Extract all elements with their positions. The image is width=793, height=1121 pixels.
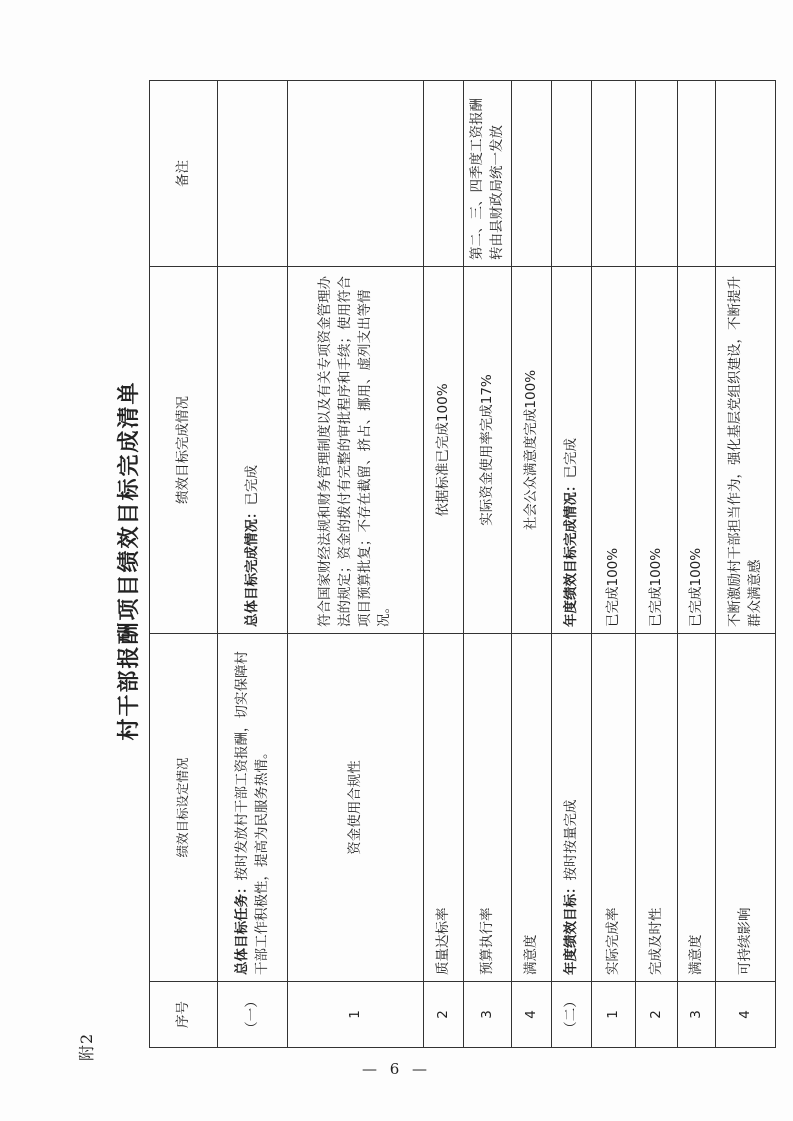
- row-target: 满意度: [678, 634, 716, 982]
- document-title: 村干部报酬项目绩效目标完成清单: [116, 380, 142, 741]
- row-remark: [512, 81, 552, 267]
- row-target: 可持续影响: [716, 634, 776, 982]
- section-completion-cell: [218, 267, 288, 634]
- header-completion: 绩效目标完成情况: [150, 267, 218, 634]
- row-remark: [716, 81, 776, 267]
- row-target: 质量达标率: [424, 634, 464, 982]
- row-completion: 依据标准已完成100%: [424, 267, 464, 634]
- row-target: 预算执行率: [464, 634, 512, 982]
- section-remark: [552, 81, 592, 267]
- section-row-annual: [552, 81, 592, 1048]
- section-remark: [218, 81, 288, 267]
- row-seq: 4: [512, 982, 552, 1048]
- row-seq: 3: [464, 982, 512, 1048]
- header-target: 绩效目标设定情况: [150, 634, 218, 982]
- header-remark: 备注: [150, 81, 218, 267]
- row-seq: 1: [288, 982, 424, 1048]
- section-seq: （一）: [218, 982, 288, 1048]
- row-completion: 已完成100%: [592, 267, 636, 634]
- section-completion-title: 年度绩效目标完成情况：: [562, 478, 579, 627]
- row-remark: [592, 81, 636, 267]
- table-row: [464, 81, 512, 1048]
- section-target-title: 总体目标任务：: [233, 880, 250, 975]
- row-target: 实际完成率: [592, 634, 636, 982]
- table-row: [592, 81, 636, 1048]
- section-target-cell: [552, 634, 592, 982]
- row-seq: 4: [716, 982, 776, 1048]
- row-completion: 不断激励村干部担当作为，强化基层党组织建设，不断提升群众满意感: [716, 267, 776, 634]
- row-remark: [678, 81, 716, 267]
- section-completion-title: 总体目标完成情况：: [243, 505, 260, 627]
- section-completion-cell: [552, 267, 592, 634]
- row-remark: [288, 81, 424, 267]
- row-completion: 已完成100%: [678, 267, 716, 634]
- section-seq: （二）: [552, 982, 592, 1048]
- table-row: [678, 81, 716, 1048]
- row-seq: 2: [636, 982, 678, 1048]
- row-target: 满意度: [512, 634, 552, 982]
- performance-table: [149, 80, 776, 1048]
- header-seq: 序号: [150, 982, 218, 1048]
- row-seq: 1: [592, 982, 636, 1048]
- annex-label: 附2: [77, 1032, 96, 1061]
- section-row-overall: [218, 81, 288, 1048]
- table-row: [512, 81, 552, 1048]
- section-completion-text: 已完成: [562, 438, 579, 479]
- table-row: [288, 81, 424, 1048]
- row-remark: 第二、三、四季度工资报酬转由县财政局统一发放: [464, 81, 512, 267]
- table-row: [636, 81, 678, 1048]
- row-seq: 2: [424, 982, 464, 1048]
- page-number: — 6 —: [361, 1060, 432, 1078]
- row-target: 完成及时性: [636, 634, 678, 982]
- section-completion-text: 已完成: [243, 465, 260, 506]
- row-seq: 3: [678, 982, 716, 1048]
- table-header-row: [150, 81, 218, 1048]
- row-remark: [424, 81, 464, 267]
- table-row: [716, 81, 776, 1048]
- section-target-text: 按时按量完成: [562, 799, 579, 881]
- row-completion: 已完成100%: [636, 267, 678, 634]
- row-completion: 实际资金使用率完成17%: [464, 267, 512, 634]
- row-remark: [636, 81, 678, 267]
- row-completion: 社会公众满意度完成100%: [512, 267, 552, 634]
- row-target: 资金使用合规性: [288, 634, 424, 982]
- section-target-title: 年度绩效目标：: [562, 880, 579, 975]
- row-completion: 符合国家财经法规和财务管理制度以及有关专项资金管理办法的规定；资金的拨付有完整的审批程序和手续；使用符合项目预算批复；不存在截留、挤占、挪用、虚列支出等情况。: [288, 267, 424, 634]
- table-row: [424, 81, 464, 1048]
- section-target-text: 按时发放村干部工资报酬，切实保障村干部工作积极性，提高为民服务热情。: [233, 651, 270, 975]
- section-target-cell: [218, 634, 288, 982]
